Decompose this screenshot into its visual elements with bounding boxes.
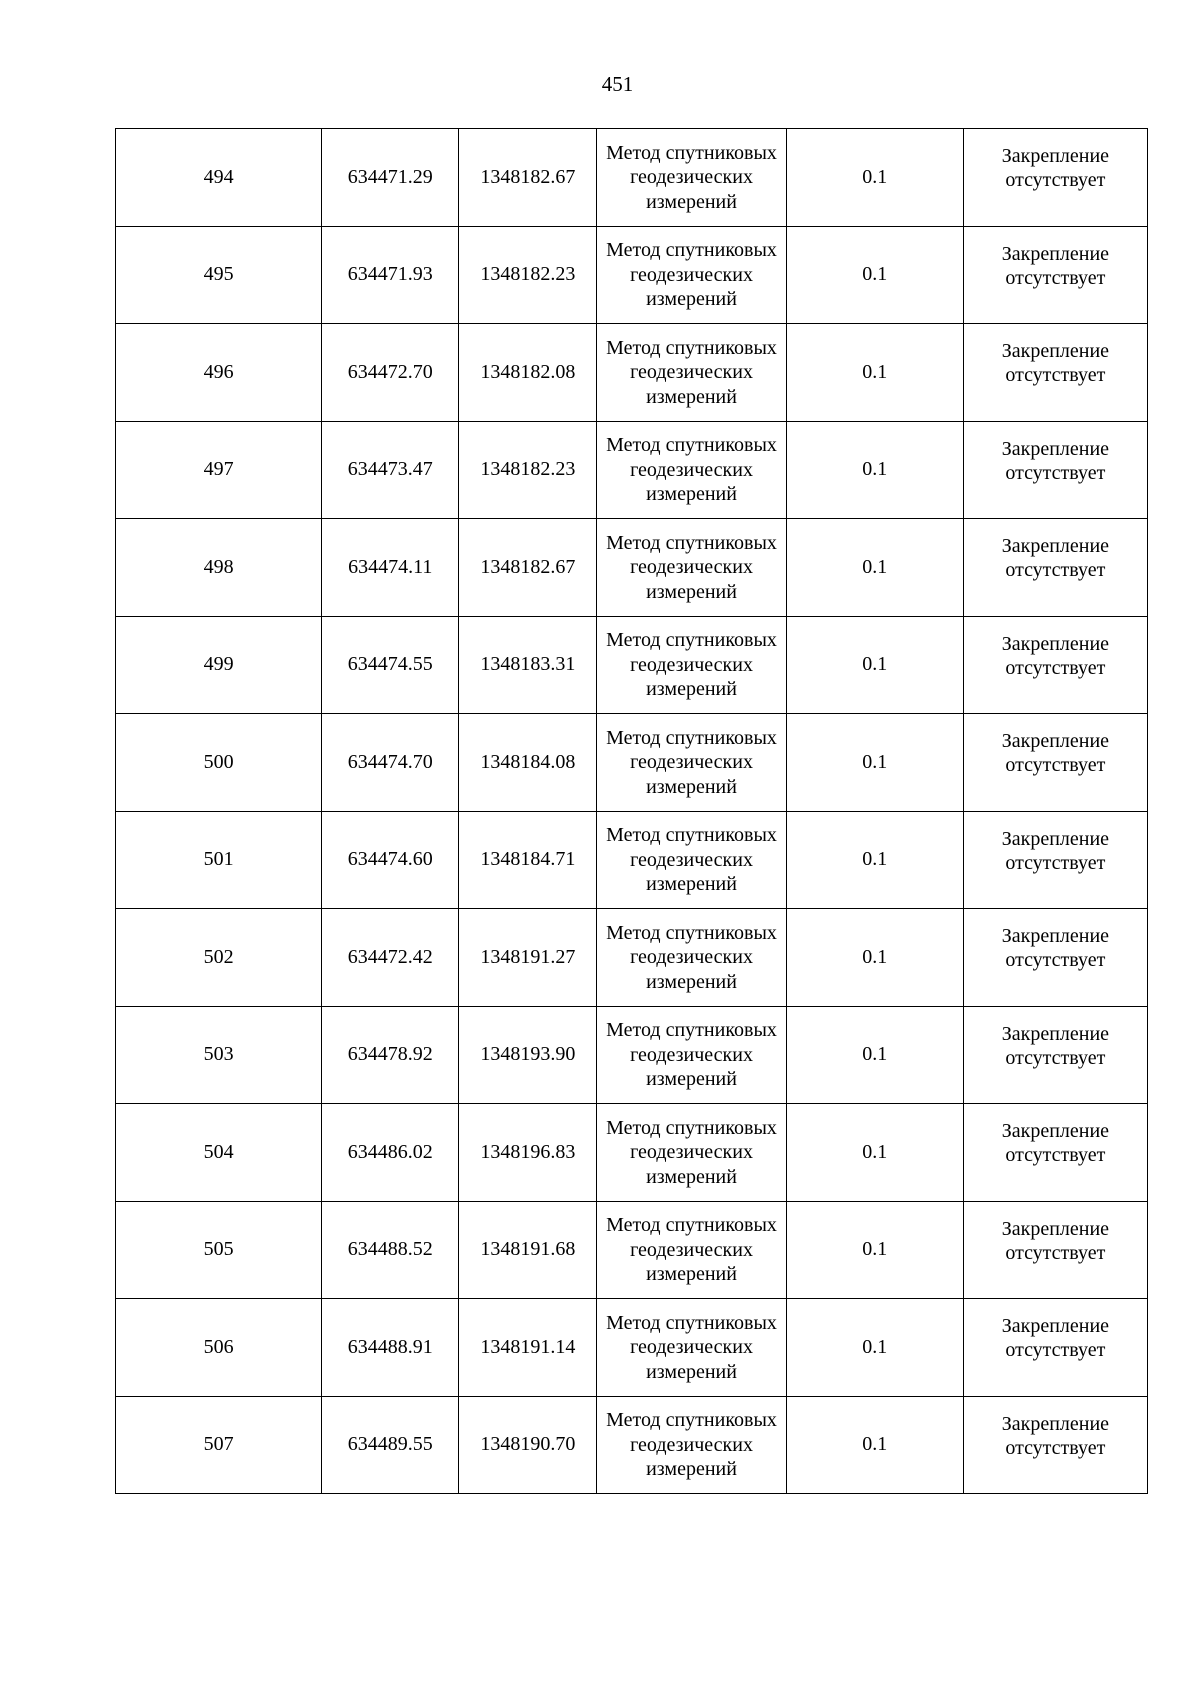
accuracy-text: 0.1 <box>862 750 888 773</box>
page-number: 451 <box>601 72 634 96</box>
table-row <box>116 1104 1148 1202</box>
coordinate-y-text: 1348191.14 <box>480 1335 576 1358</box>
coordinate-y-text: 1348190.70 <box>480 1433 576 1456</box>
point-number-cell <box>116 811 322 909</box>
accuracy-text: 0.1 <box>862 653 888 676</box>
accuracy-text: 0.1 <box>862 555 888 578</box>
table-row <box>116 1299 1148 1397</box>
point-number-cell <box>116 1006 322 1104</box>
fixing-cell <box>963 714 1147 812</box>
accuracy-text: 0.1 <box>862 1238 888 1261</box>
point-number-text: 503 <box>203 1043 234 1066</box>
point-number-text: 502 <box>203 945 234 968</box>
accuracy-cell <box>786 324 963 422</box>
coordinate-y-text: 1348182.23 <box>480 458 576 481</box>
coordinate-x-cell <box>322 616 459 714</box>
fixing-text: Закрепление отсутствует <box>1001 1217 1110 1264</box>
table-row <box>116 811 1148 909</box>
coordinate-y-cell <box>459 1299 597 1397</box>
table-row <box>116 129 1148 227</box>
method-text: Метод спутниковых геодезических измерений <box>606 531 777 603</box>
coordinate-y-text: 1348193.90 <box>480 1043 576 1066</box>
point-number-cell <box>116 714 322 812</box>
coordinate-x-cell <box>322 1104 459 1202</box>
accuracy-cell <box>786 909 963 1007</box>
coordinate-x-cell <box>322 519 459 617</box>
method-text: Метод спутниковых геодезических измерений <box>606 141 777 213</box>
method-cell <box>597 811 786 909</box>
coordinate-x-text: 634489.55 <box>347 1433 433 1456</box>
coordinate-x-text: 634478.92 <box>347 1043 433 1066</box>
fixing-text: Закрепление отсутствует <box>1001 1120 1110 1167</box>
coordinate-x-text: 634474.55 <box>347 653 433 676</box>
accuracy-cell <box>786 616 963 714</box>
coordinate-y-text: 1348191.68 <box>480 1238 576 1261</box>
method-text: Метод спутниковых геодезических измерений <box>606 1116 777 1188</box>
method-cell <box>597 129 786 227</box>
fixing-text: Закрепление отсутствует <box>1001 925 1110 972</box>
fixing-cell <box>963 1299 1147 1397</box>
coordinate-x-text: 634471.29 <box>347 165 433 188</box>
coordinate-x-text: 634488.91 <box>347 1335 433 1358</box>
coordinate-y-text: 1348196.83 <box>480 1140 576 1163</box>
coordinate-x-text: 634474.70 <box>347 750 433 773</box>
method-cell <box>597 1396 786 1494</box>
point-number-text: 496 <box>203 360 234 383</box>
table-row <box>116 909 1148 1007</box>
point-number-cell <box>116 1396 322 1494</box>
point-number-text: 494 <box>203 165 234 188</box>
coordinate-x-text: 634471.93 <box>347 263 433 286</box>
table-row <box>116 519 1148 617</box>
coordinate-y-cell <box>459 811 597 909</box>
coordinate-x-cell <box>322 811 459 909</box>
accuracy-cell <box>786 1201 963 1299</box>
coordinate-y-cell <box>459 616 597 714</box>
point-number-cell <box>116 324 322 422</box>
accuracy-cell <box>786 129 963 227</box>
table-row <box>116 421 1148 519</box>
fixing-text: Закрепление отсутствует <box>1001 632 1110 679</box>
coordinate-y-cell <box>459 129 597 227</box>
coordinate-y-cell <box>459 909 597 1007</box>
point-number-cell <box>116 129 322 227</box>
accuracy-cell <box>786 714 963 812</box>
fixing-cell <box>963 811 1147 909</box>
accuracy-cell <box>786 1299 963 1397</box>
coordinates-table-body <box>116 129 1148 1494</box>
coordinate-x-text: 634488.52 <box>347 1238 433 1261</box>
accuracy-cell <box>786 519 963 617</box>
fixing-text: Закрепление отсутствует <box>1001 1022 1110 1069</box>
method-text: Метод спутниковых геодезических измерений <box>606 726 777 798</box>
fixing-cell <box>963 324 1147 422</box>
accuracy-text: 0.1 <box>862 360 888 383</box>
accuracy-cell <box>786 1396 963 1494</box>
method-text: Метод спутниковых геодезических измерений <box>606 239 777 310</box>
accuracy-cell <box>786 1006 963 1104</box>
fixing-text: Закрепление отсутствует <box>1001 730 1110 777</box>
coordinate-x-cell <box>322 421 459 519</box>
accuracy-cell <box>786 226 963 324</box>
fixing-text: Закрепление отсутствует <box>1001 145 1110 192</box>
point-number-text: 507 <box>203 1433 234 1456</box>
point-number-text: 499 <box>203 653 234 676</box>
coordinate-x-text: 634474.11 <box>348 555 433 578</box>
coordinate-x-cell <box>322 1396 459 1494</box>
accuracy-text: 0.1 <box>862 1043 888 1066</box>
coordinate-y-cell <box>459 421 597 519</box>
fixing-cell <box>963 226 1147 324</box>
method-cell <box>597 909 786 1007</box>
coordinate-x-cell <box>322 129 459 227</box>
method-cell <box>597 324 786 422</box>
accuracy-text: 0.1 <box>862 1335 888 1358</box>
coordinate-x-cell <box>322 1299 459 1397</box>
fixing-text: Закрепление отсутствует <box>1001 1315 1110 1362</box>
table-row <box>116 616 1148 714</box>
point-number-cell <box>116 226 322 324</box>
point-number-cell <box>116 1299 322 1397</box>
coordinate-x-cell <box>322 1201 459 1299</box>
coordinate-y-text: 1348182.23 <box>480 263 576 286</box>
table-row <box>116 714 1148 812</box>
table-row <box>116 1201 1148 1299</box>
fixing-cell <box>963 616 1147 714</box>
coordinate-x-text: 634486.02 <box>347 1140 433 1163</box>
coordinate-y-cell <box>459 714 597 812</box>
method-text: Метод спутниковых геодезических измерений <box>606 434 777 505</box>
method-cell <box>597 226 786 324</box>
coordinate-y-text: 1348184.08 <box>480 750 576 773</box>
coordinate-y-text: 1348191.27 <box>480 945 576 968</box>
coordinate-y-text: 1348182.67 <box>480 555 576 578</box>
fixing-text: Закрепление отсутствует <box>1001 827 1110 874</box>
point-number-text: 504 <box>203 1140 234 1163</box>
point-number-cell <box>116 909 322 1007</box>
accuracy-text: 0.1 <box>862 263 888 286</box>
method-cell <box>597 1201 786 1299</box>
accuracy-cell <box>786 811 963 909</box>
point-number-text: 498 <box>203 555 234 578</box>
method-text: Метод спутниковых геодезических измерений <box>606 629 777 700</box>
method-cell <box>597 1006 786 1104</box>
coordinate-x-text: 634473.47 <box>347 458 433 481</box>
fixing-text: Закрепление отсутствует <box>1001 1412 1110 1459</box>
point-number-cell <box>116 519 322 617</box>
method-text: Метод спутниковых геодезических измерений <box>606 1409 777 1480</box>
coordinate-y-cell <box>459 226 597 324</box>
method-text: Метод спутниковых геодезических измерений <box>606 1214 777 1285</box>
accuracy-text: 0.1 <box>862 1140 888 1163</box>
fixing-cell <box>963 129 1147 227</box>
accuracy-text: 0.1 <box>862 848 888 871</box>
fixing-cell <box>963 1396 1147 1494</box>
table-row <box>116 226 1148 324</box>
point-number-text: 495 <box>203 263 234 286</box>
method-text: Метод спутниковых геодезических измерений <box>606 1019 777 1090</box>
method-cell <box>597 519 786 617</box>
coordinate-x-cell <box>322 1006 459 1104</box>
fixing-cell <box>963 1006 1147 1104</box>
coordinate-y-cell <box>459 324 597 422</box>
coordinate-x-cell <box>322 714 459 812</box>
table-row <box>116 1396 1148 1494</box>
coordinate-y-text: 1348182.67 <box>480 165 576 188</box>
point-number-text: 497 <box>203 458 234 481</box>
point-number-cell <box>116 1104 322 1202</box>
fixing-cell <box>963 909 1147 1007</box>
method-text: Метод спутниковых геодезических измерений <box>606 336 777 408</box>
table-row <box>116 324 1148 422</box>
table-row <box>116 1006 1148 1104</box>
coordinate-y-cell <box>459 1104 597 1202</box>
method-text: Метод спутниковых геодезических измерений <box>606 824 777 895</box>
method-text: Метод спутниковых геодезических измерений <box>606 921 777 993</box>
coordinate-y-cell <box>459 519 597 617</box>
coordinate-x-text: 634472.42 <box>347 945 433 968</box>
point-number-text: 500 <box>203 750 234 773</box>
fixing-cell <box>963 1201 1147 1299</box>
coordinate-y-cell <box>459 1201 597 1299</box>
accuracy-text: 0.1 <box>862 1433 888 1456</box>
accuracy-cell <box>786 421 963 519</box>
fixing-text: Закрепление отсутствует <box>1001 242 1110 289</box>
method-cell <box>597 714 786 812</box>
coordinate-y-cell <box>459 1396 597 1494</box>
method-cell <box>597 616 786 714</box>
fixing-cell <box>963 519 1147 617</box>
fixing-text: Закрепление отсутствует <box>1001 535 1110 582</box>
coordinate-y-text: 1348184.71 <box>480 848 576 871</box>
point-number-cell <box>116 616 322 714</box>
accuracy-text: 0.1 <box>862 458 888 481</box>
coordinate-y-text: 1348182.08 <box>480 360 576 383</box>
coordinate-x-cell <box>322 324 459 422</box>
coordinate-x-cell <box>322 909 459 1007</box>
method-cell <box>597 421 786 519</box>
coordinates-table <box>115 128 1148 1494</box>
accuracy-text: 0.1 <box>862 945 888 968</box>
fixing-cell <box>963 1104 1147 1202</box>
method-cell <box>597 1299 786 1397</box>
point-number-cell <box>116 421 322 519</box>
point-number-text: 501 <box>203 848 234 871</box>
accuracy-text: 0.1 <box>862 165 888 188</box>
coordinate-x-text: 634474.60 <box>347 848 433 871</box>
coordinate-y-text: 1348183.31 <box>480 653 576 676</box>
point-number-cell <box>116 1201 322 1299</box>
point-number-text: 506 <box>203 1335 234 1358</box>
coordinate-x-text: 634472.70 <box>347 360 433 383</box>
fixing-cell <box>963 421 1147 519</box>
point-number-text: 505 <box>203 1238 234 1261</box>
coordinate-x-cell <box>322 226 459 324</box>
coordinate-y-cell <box>459 1006 597 1104</box>
method-cell <box>597 1104 786 1202</box>
fixing-text: Закрепление отсутствует <box>1001 437 1110 484</box>
accuracy-cell <box>786 1104 963 1202</box>
fixing-text: Закрепление отсутствует <box>1001 340 1110 387</box>
method-text: Метод спутниковых геодезических измерений <box>606 1311 777 1383</box>
